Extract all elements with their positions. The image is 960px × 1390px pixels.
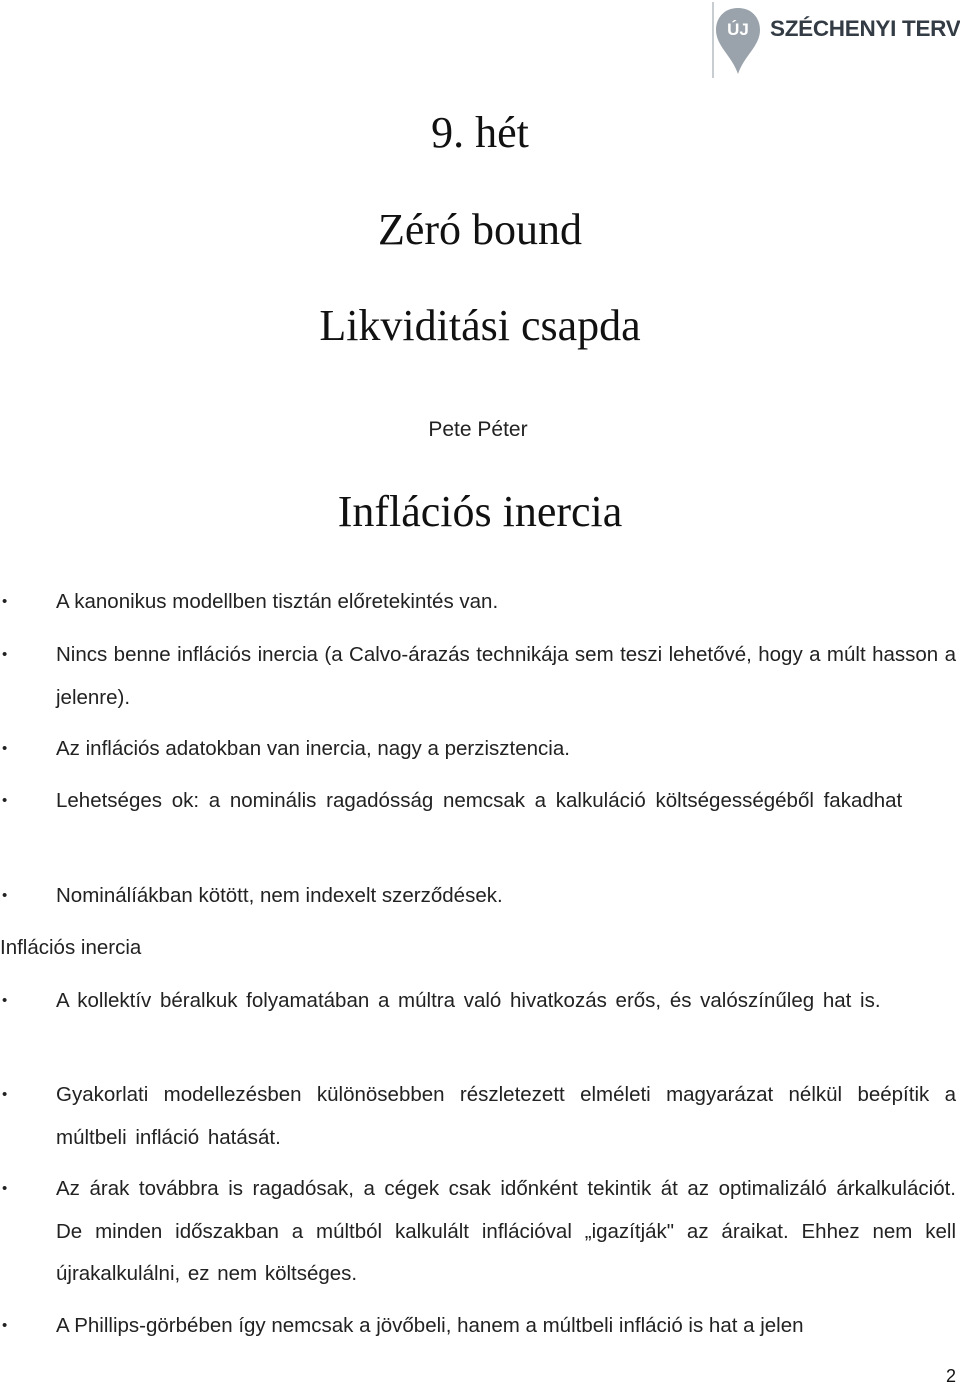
bullet-text: A kanonikus modellben tisztán előretekintés van.	[56, 590, 499, 613]
title-liquidity-trap: Likviditási csapda	[319, 301, 641, 350]
bullet-icon: •	[2, 992, 8, 1009]
bullet-icon: •	[2, 593, 8, 610]
bullet-text: Nominálíákban kötött, nem indexelt szerződések.	[56, 884, 503, 907]
bullet-text: Gyakorlati modellezésben különösebben részletezett elméleti magyarázat nélkül beépítik a múltbeli infláció hatását.	[56, 1083, 956, 1149]
bullet-text: Az inflációs adatokban van inercia, nagy a perzisztencia.	[56, 737, 570, 760]
section-title: Inflációs inercia	[337, 487, 623, 536]
bullet-text: Az árak továbbra is ragadósak, a cégek csak időnként tekintik át az optimalizáló árkalkulációt. De minden időszakban a múltból kalkulált inflációval „igazítják" az áraikat. Ehhez nem kell újrakalkulálni, ez nem költséges.	[56, 1177, 956, 1285]
bullet-text: A Phillips-görbében így nemcsak a jövőbeli, hanem a múltbeli infláció is hat a jelen	[56, 1314, 804, 1337]
logo-badge-text: ÚJ	[727, 20, 749, 39]
bullet-icon: •	[2, 646, 8, 663]
bullet-icon: •	[2, 1086, 8, 1103]
bullet-text: A kollektív béralkuk folyamatában a múltra való hivatkozás erős, és valószínűleg hat is.	[56, 989, 881, 1012]
page-number: 2	[945, 1366, 956, 1386]
author-name: Pete Péter	[428, 418, 528, 441]
bullet-icon: •	[2, 1180, 8, 1197]
bullet-icon: •	[2, 792, 8, 809]
bullet-text: Lehetséges ok: a nominális ragadósság nemcsak a kalkuláció költségességéből fakadhat	[56, 789, 903, 812]
week-title: 9. hét	[431, 108, 529, 157]
bullet-icon: •	[2, 887, 8, 904]
szechenyi-terv-logo	[712, 2, 960, 78]
logo-text: SZÉCHENYI TERV	[770, 16, 960, 41]
title-zero-bound: Zéró bound	[377, 205, 583, 254]
bullet-icon: •	[2, 740, 8, 757]
bullet-icon: •	[2, 1317, 8, 1334]
section-label: Inflációs inercia	[0, 936, 142, 959]
bullet-text: Nincs benne inflációs inercia (a Calvo-árazás technikája sem teszi lehetővé, hogy a múlt hasson a jelenre).	[56, 643, 956, 709]
